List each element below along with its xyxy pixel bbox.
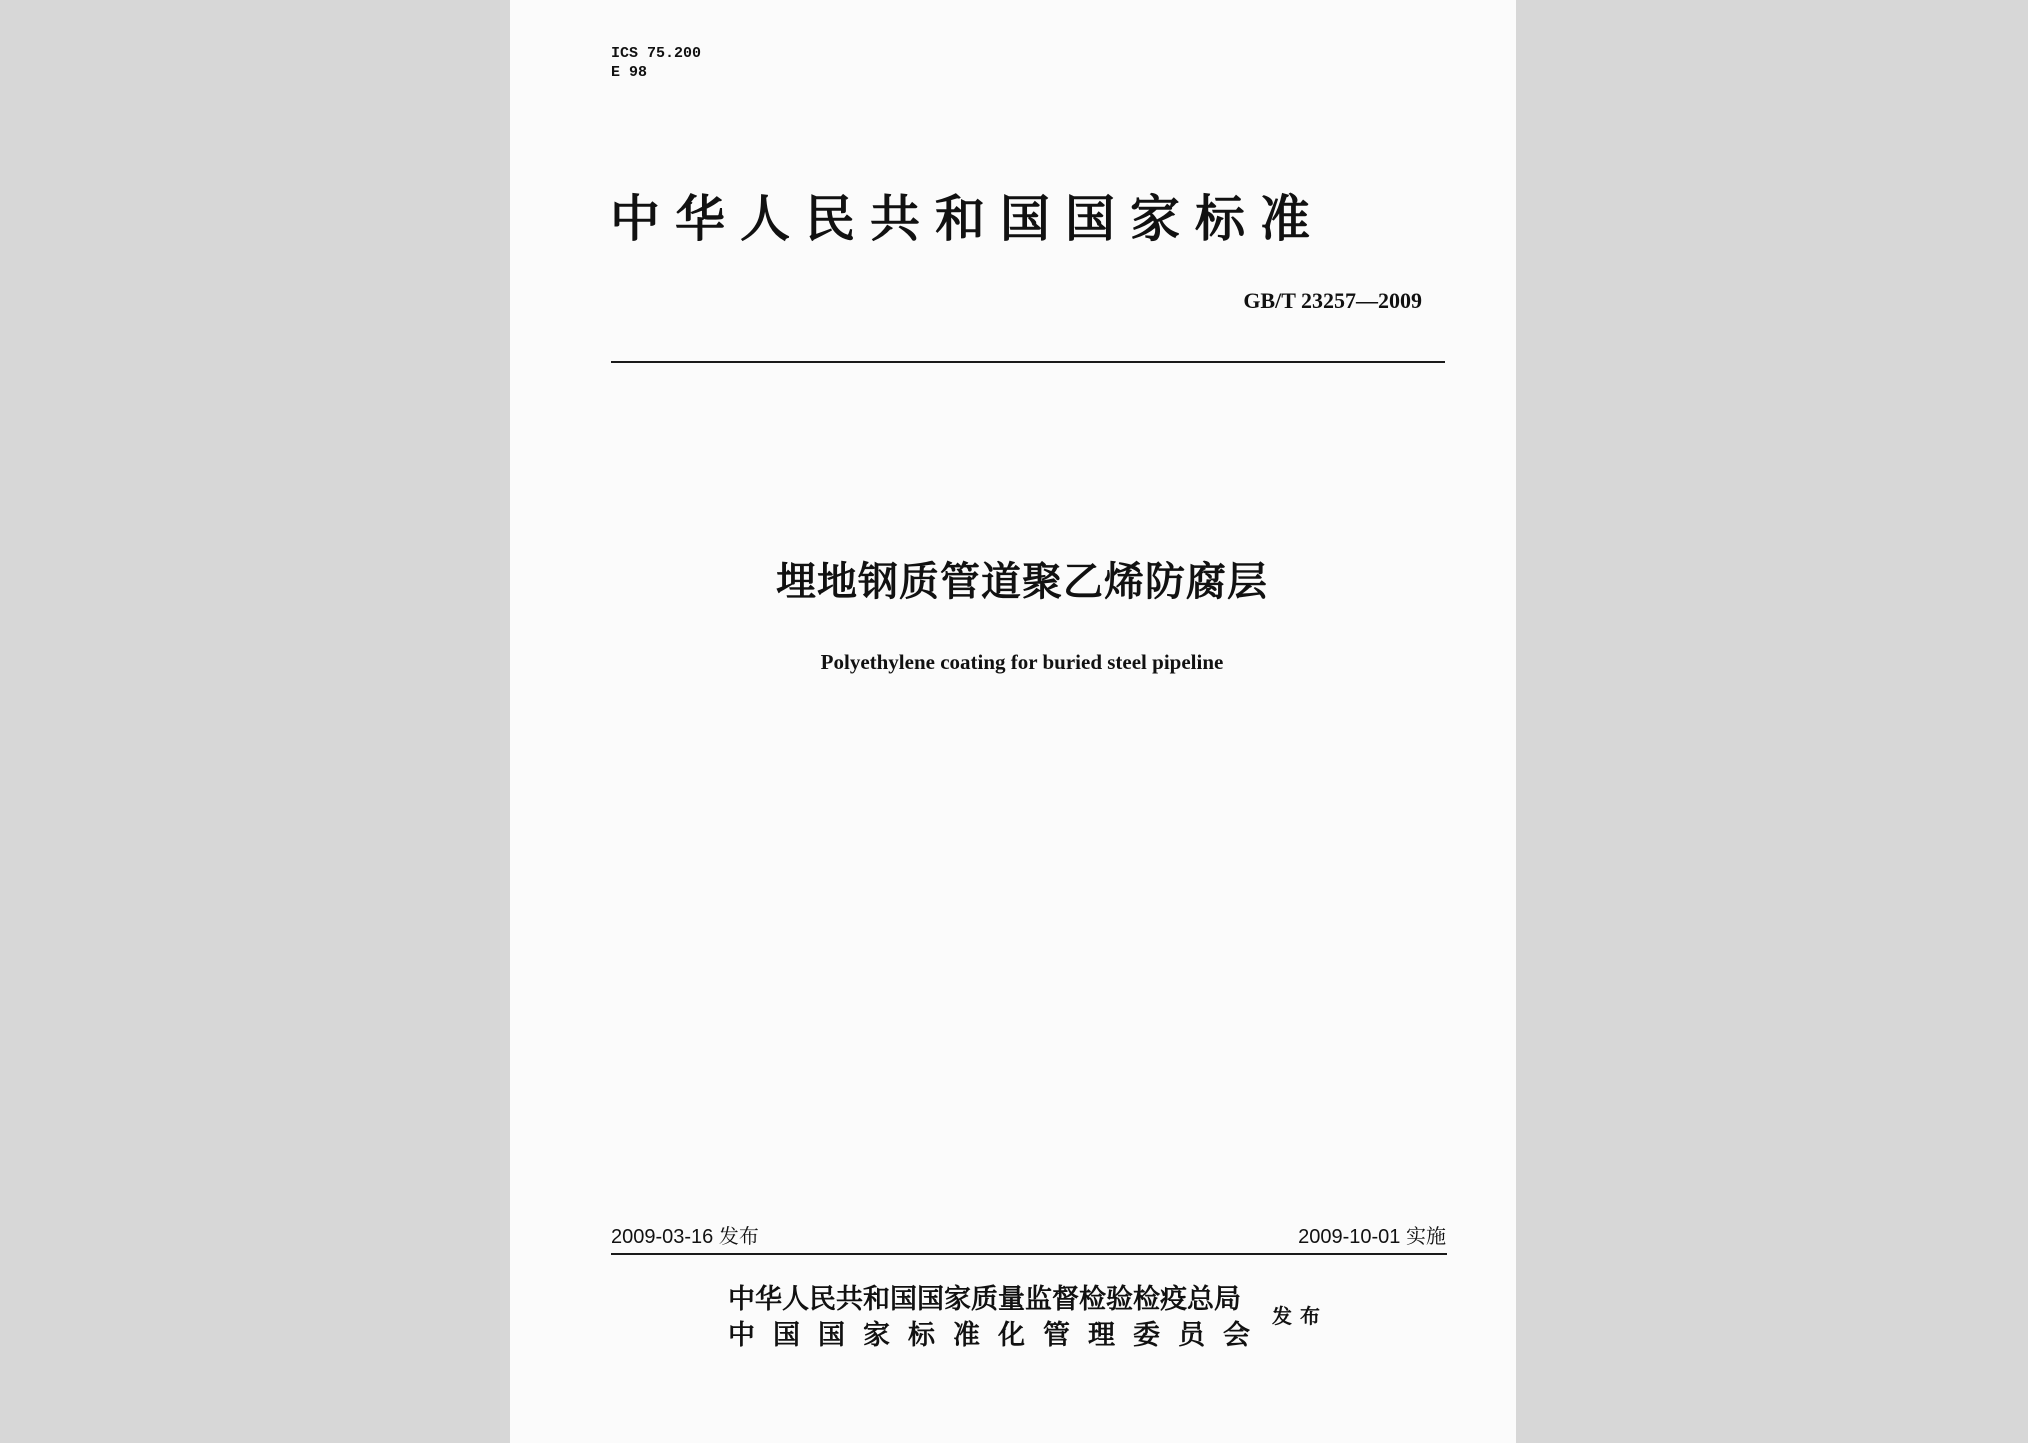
publisher-block (728, 1282, 1268, 1354)
ccs-code: E 98 (611, 64, 648, 81)
standard-number: GB/T 23257—2009 (1243, 288, 1422, 313)
publish-label: 发布 (1272, 1304, 1328, 1328)
publisher-line: 中华人民共和国国家质量监督检验检疫总局 (728, 1284, 1241, 1315)
document-title-chinese: 埋地钢质管道聚乙烯防腐层 (776, 559, 1268, 605)
national-standard-title: 中华人民共和国国家标准 (610, 189, 1325, 248)
issue-date: 2009-03-16 发布 (611, 1226, 759, 1248)
implementation-date: 2009-10-01 实施 (1298, 1226, 1446, 1248)
publisher-line: 中国国家标准化管理委员会 (728, 1320, 1268, 1351)
document-page (510, 0, 1516, 1443)
ics-code: ICS 75.200 (611, 45, 702, 62)
header-divider (611, 361, 1445, 363)
footer-divider (611, 1253, 1447, 1255)
document-title-english: Polyethylene coating for buried steel pipeline (820, 650, 1224, 674)
classification-codes (611, 44, 701, 82)
